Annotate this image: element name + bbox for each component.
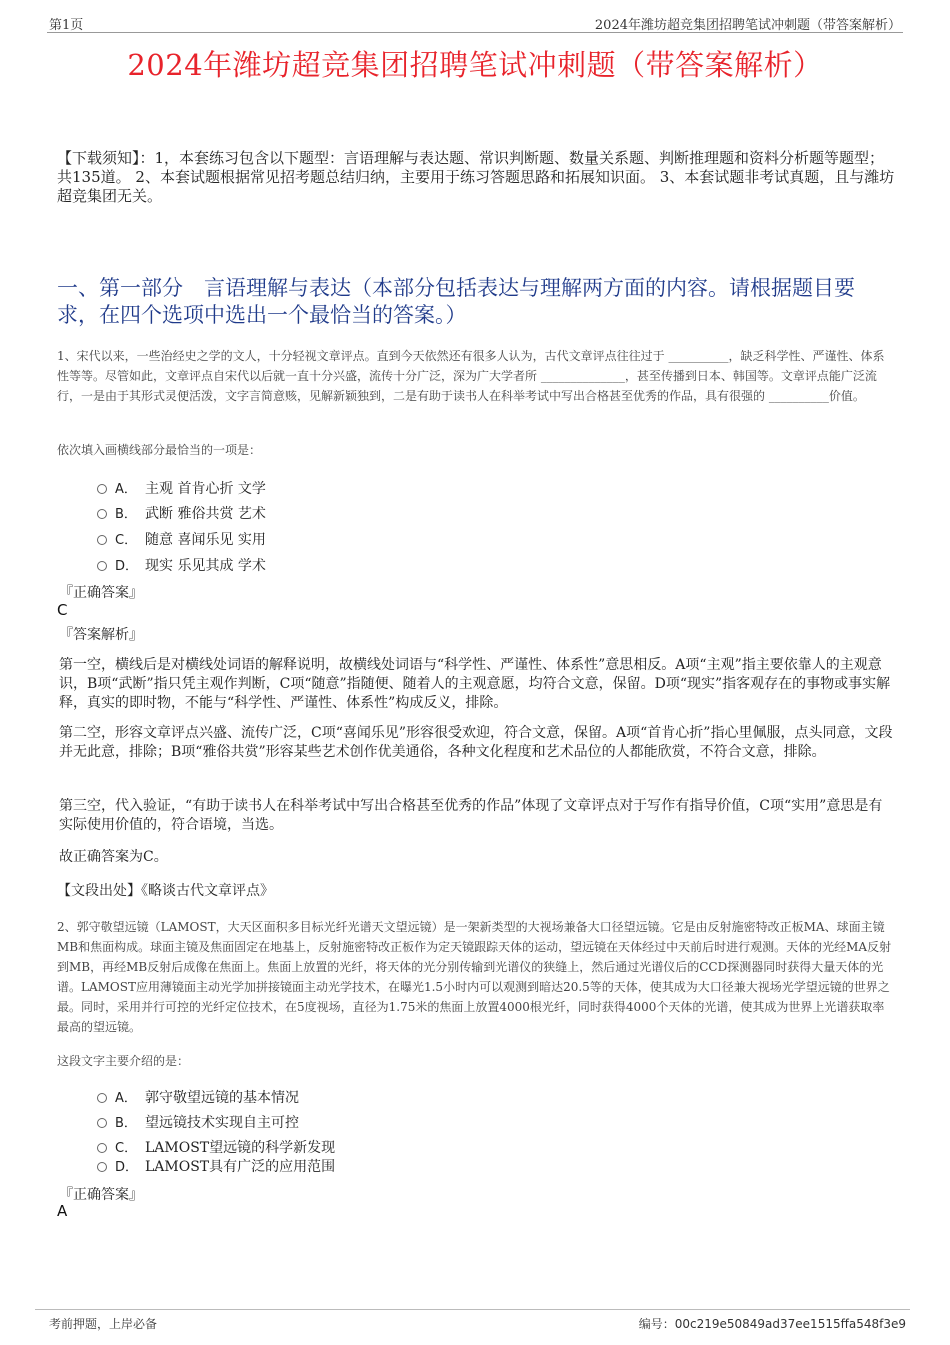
option-letter: D． (115, 1160, 139, 1175)
radio-icon[interactable] (97, 1093, 107, 1103)
radio-icon[interactable] (97, 535, 107, 545)
option-a[interactable] (97, 1087, 299, 1107)
analysis-paragraph-2: 第二空，形容文章评点兴盛、流传广泛，C项“喜闻乐见”形容很受欢迎，符合文意，保留。A项“首肯心折”指心里佩服，点头同意，文段并无此意，排除；B项“雅俗共赏”形容某些艺术创作优美通俗，各种文化程度和艺术品位的人都能欣赏，不符合文意，排除。 (59, 725, 893, 760)
option-letter: D． (115, 559, 139, 574)
footer-divider (35, 1309, 910, 1310)
option-b[interactable] (97, 503, 266, 523)
correct-answer-label: 『正确答案』 (59, 1187, 143, 1203)
analysis-paragraph-3: 第三空，代入验证，“有助于读书人在科举考试中写出合格甚至优秀的作品”体现了文章评点对于写作有指导价值，C项“实用”意思是有实际使用价值的，符合语境，当选。 (59, 798, 883, 833)
option-letter: B． (115, 507, 137, 522)
option-text: LAMOST具有广泛的应用范围 (145, 1159, 336, 1175)
running-title: 2024年潍坊超竞集团招聘笔试冲刺题（带答案解析） (594, 18, 901, 33)
option-text: 现实 乐见其成 学术 (145, 558, 266, 574)
option-text: 郭守敬望远镜的基本情况 (145, 1090, 299, 1106)
option-letter: A． (115, 1091, 137, 1106)
footer-slogan: 考前押题，上岸必备 (49, 1317, 158, 1331)
option-letter: C． (115, 533, 138, 548)
option-d[interactable] (97, 1156, 335, 1176)
option-text: LAMOST望远镜的科学新发现 (145, 1140, 336, 1156)
option-letter: A． (115, 482, 137, 497)
correct-answer: C (57, 601, 68, 619)
option-text: 武断 雅俗共赏 艺术 (145, 506, 266, 522)
question-2-prompt: 这段文字主要介绍的是： (57, 1054, 190, 1068)
option-b[interactable] (97, 1112, 299, 1132)
section-heading: 一、第一部分 言语理解与表达（本部分包括表达与理解两方面的内容。请根据题目要求，在四个选项中选出一个最恰当的答案。） (57, 276, 855, 327)
radio-icon[interactable] (97, 484, 107, 494)
option-c[interactable] (97, 529, 266, 549)
option-text: 随意 喜闻乐见 实用 (145, 532, 266, 548)
option-c[interactable] (97, 1137, 335, 1157)
option-letter: C． (115, 1141, 138, 1156)
question-1-text: 1、宋代以来，一些治经史之学的文人，十分轻视文章评点。直到今天依然还有很多人认为，古代文章评点往往过于 __________，缺乏科学性、严谨性、体系性等等。尽管如此，文章评点自宋代以后就一直十分兴盛，流传十分广泛，深为广大学者所 ______________，甚至传播到日本、韩国等。文章评点能广泛流行，一是由于其形式灵便活泼，文字言简意赅，见解新颖独到，二是有助于读书人在科举考试中写出合格甚至优秀的作品，具有很强的 __________价值。 (57, 349, 885, 403)
radio-icon[interactable] (97, 509, 107, 519)
page-number: 第1页 (49, 18, 84, 33)
option-letter: B． (115, 1116, 137, 1131)
option-a[interactable] (97, 478, 266, 498)
correct-answer-label: 『正确答案』 (59, 585, 143, 601)
option-text: 望远镜技术实现自主可控 (145, 1115, 299, 1131)
analysis-conclusion: 故正确答案为C。 (59, 849, 168, 865)
option-d[interactable] (97, 555, 266, 575)
radio-icon[interactable] (97, 1162, 107, 1172)
document-title: 2024年潍坊超竞集团招聘笔试冲刺题（带答案解析） (127, 48, 823, 82)
analysis-paragraph-1: 第一空，横线后是对横线处词语的解释说明，故横线处词语与“科学性、严谨性、体系性”意思相反。A项“主观”指主要依靠人的主观意识，B项“武断”指只凭主观作判断，C项“随意”指随便、随着人的主观意愿，均符合文意，保留。D项“现实”指客观存在的事物或事实解释，真实的即时物，不能与“科学性、严谨性、体系性”构成反义，排除。 (59, 657, 891, 711)
option-text: 主观 首肯心折 文学 (145, 481, 266, 497)
radio-icon[interactable] (97, 561, 107, 571)
correct-answer: A (57, 1202, 68, 1220)
download-notice: 【下载须知】：1，本套练习包含以下题型：言语理解与表达题、常识判断题、数量关系题、判断推理题和资料分析题等题型；共135道。 2、本套试题根据常见招考题总结归纳，主要用于练习答题思路和拓展知识面。 3、本套试题非考试真题，且与潍坊超竞集团无关。 (57, 149, 895, 205)
radio-icon[interactable] (97, 1118, 107, 1128)
question-1-prompt: 依次填入画横线部分最恰当的一项是： (57, 443, 262, 457)
passage-source: 【文段出处】《略谈古代文章评点》 (57, 883, 274, 899)
analysis-label: 『答案解析』 (59, 627, 143, 643)
header-divider (47, 32, 903, 33)
radio-icon[interactable] (97, 1143, 107, 1153)
question-2-text: 2、郭守敬望远镜（LAMOST，大天区面积多目标光纤光谱天文望远镜）是一架新类型的大视场兼备大口径望远镜。它是由反射施密特改正板MA、球面主镜MB和焦面构成。球面主镜及焦面固定在地基上，反射施密特改正板作为定天镜跟踪天体的运动，望远镜在天体经过中天前后时进行观测。天体的光经MA反射到MB，再经MB反射后成像在焦面上。焦面上放置的光纤，将天体的光分别传输到光谱仪的狭缝上，然后通过光谱仪后的CCD探测器同时获得大量天体的光谱。LAMOST应用薄镜面主动光学加拼接镜面主动光学技术，在曝光1.5小时内可以观测到暗达20.5等的天体，使其成为大口径兼大视场光学望远镜的世界之最。同时，采用并行可控的光纤定位技术，在5度视场，直径为1.75米的焦面上放置4000根光纤，同时获得4000个天体的光谱，使其成为世界上光谱获取率最高的望远镜。 (57, 920, 892, 1034)
document-code: 编号：00c219e50849ad37ee1515ffa548f3e9 (638, 1317, 906, 1331)
